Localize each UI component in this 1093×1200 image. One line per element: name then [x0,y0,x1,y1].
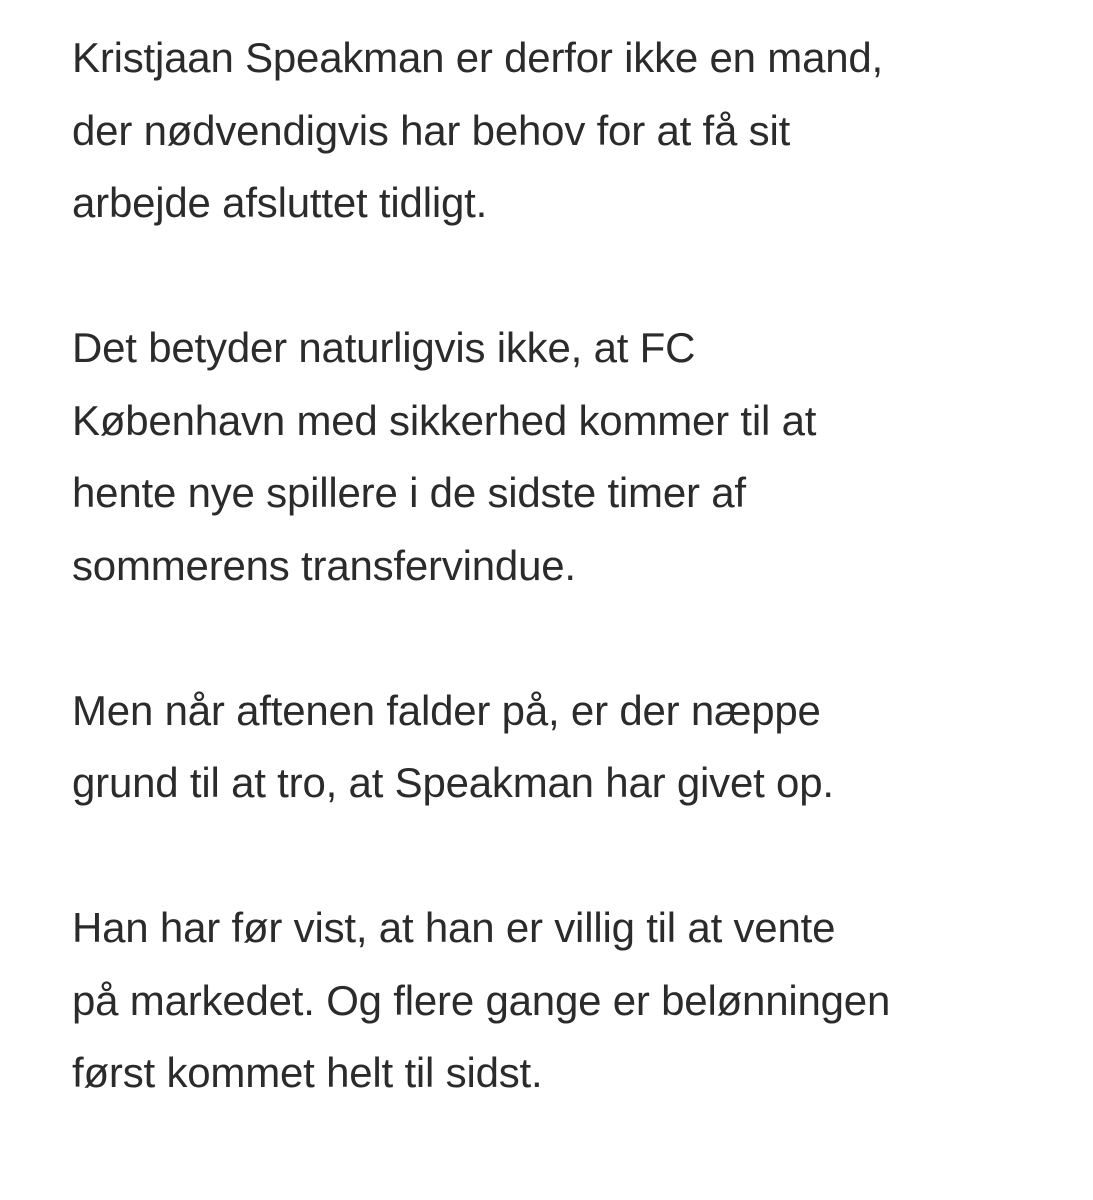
text-line: hente nye spillere i de sidste timer af [72,469,746,516]
text-line: sommerens transfervindue. [72,541,576,589]
paragraph-4 [72,892,1062,1110]
paragraph-2 [72,312,1062,602]
paragraph-1 [72,22,1062,240]
text-line: på markedet. Og flere gange er belønningen [72,976,891,1024]
article-body [72,22,1062,1110]
text-line: arbejde afsluttet tidligt. [72,179,488,226]
text-line: Det betyder naturligvis ikke, at FC [72,324,696,371]
text-line: først kommet helt til sidst. [72,1049,543,1096]
text-line: København med sikkerhed kommer til at [72,396,817,444]
text-line: der nødvendigvis har behov for at få sit [72,106,791,154]
text-line: grund til at tro, at Speakman har givet op. [72,759,834,806]
paragraph-spacer [72,820,1062,893]
paragraph-spacer [72,602,1062,675]
paragraph-spacer [72,240,1062,313]
text-line: Men når aftenen falder på, er der næppe [72,686,821,734]
text-line: Han har før vist, at han er villig til at vente [72,904,836,951]
paragraph-3 [72,675,1062,820]
text-line: Kristjaan Speakman er derfor ikke en mand, [72,34,884,81]
